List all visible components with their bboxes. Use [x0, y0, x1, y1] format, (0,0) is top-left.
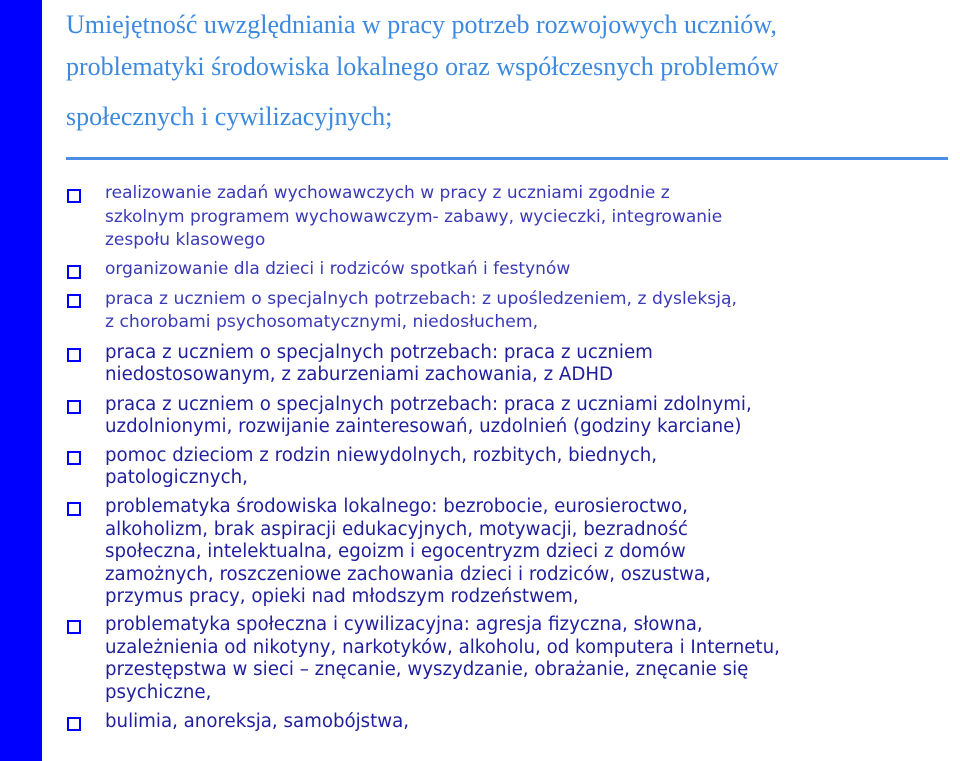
title-line: problematyki środowiska lokalnego oraz współczesnych problemów [66, 52, 779, 81]
item-line: społeczna, intelektualna, egoizm i egocentryzm dzieci z domów [105, 541, 686, 563]
item-line: niedostosowanym, z zaburzeniami zachowania, z ADHD [105, 364, 614, 386]
title-line: Umiejętność uwzględniania w pracy potrzeb rozwojowych uczniów, [66, 10, 777, 39]
item-line: problematyka środowiska lokalnego: bezrobocie, eurosieroctwo, [105, 496, 688, 518]
title-line: społecznych i cywilizacyjnych; [66, 102, 393, 131]
square-bullet-icon [67, 265, 81, 279]
square-bullet-icon [67, 348, 81, 362]
item-line: realizowanie zadań wychowawczych w pracy z uczniami zgodnie z [105, 183, 670, 203]
square-bullet-icon [67, 502, 81, 516]
item-line: praca z uczniem o specjalnych potrzebach: praca z uczniem [105, 342, 653, 363]
square-bullet-icon [67, 620, 81, 634]
bullet-list [66, 182, 956, 734]
list-item [66, 496, 956, 608]
item-line: uzdolnionymi, rozwijanie zainteresowań, uzdolnień (godziny karciane) [105, 416, 742, 438]
item-line: przestępstwa w sieci – znęcanie, wyszydzanie, obrażanie, znęcanie się [105, 659, 749, 681]
item-line: bulimia, anoreksja, samobójstwa, [105, 711, 410, 733]
item-line: zespołu klasowego [105, 230, 266, 250]
square-bullet-icon [67, 717, 81, 731]
item-line: patologicznych, [105, 467, 248, 489]
square-bullet-icon [67, 400, 81, 414]
square-bullet-icon [67, 451, 81, 465]
item-line: alkoholizm, brak aspiracji edukacyjnych, motywacji, bezradność [105, 518, 688, 540]
list-item [66, 394, 956, 439]
item-line: praca z uczniem o specjalnych potrzebach: praca z uczniami zdolnymi, [105, 393, 752, 415]
item-line: przymus pracy, opieki nad młodszym rodzeństwem, [105, 586, 579, 608]
item-line: z chorobami psychosomatycznymi, niedosłuchem, [105, 312, 539, 332]
list-item [66, 342, 956, 387]
item-line: pomoc dzieciom z rodzin niewydolnych, rozbitych, biednych, [105, 444, 658, 466]
list-item [66, 288, 956, 334]
item-line: uzależnienia od nikotyny, narkotyków, alkoholu, od komputera i Internetu, [105, 636, 780, 658]
item-line: zamożnych, roszczeniowe zachowania dzieci i rodziców, oszustwa, [105, 563, 711, 585]
square-bullet-icon [67, 294, 81, 308]
item-line: psychiczne, [105, 681, 212, 703]
left-accent-bar [0, 0, 42, 761]
list-item [66, 614, 956, 704]
slide-title [66, 8, 956, 134]
list-item [66, 711, 956, 733]
item-line: praca z uczniem o specjalnych potrzebach: z upośledzeniem, z dysleksją, [105, 289, 738, 309]
list-item [66, 445, 956, 490]
square-bullet-icon [67, 189, 81, 203]
item-line: organizowanie dla dzieci i rodziców spotkań i festynów [105, 258, 571, 279]
list-item [66, 258, 956, 282]
item-line: szkolnym programem wychowawczym- zabawy, wycieczki, integrowanie [105, 206, 723, 227]
title-divider [66, 157, 948, 160]
item-line: problematyka społeczna i cywilizacyjna: agresja fizyczna, słowna, [105, 614, 703, 636]
list-item [66, 182, 956, 253]
